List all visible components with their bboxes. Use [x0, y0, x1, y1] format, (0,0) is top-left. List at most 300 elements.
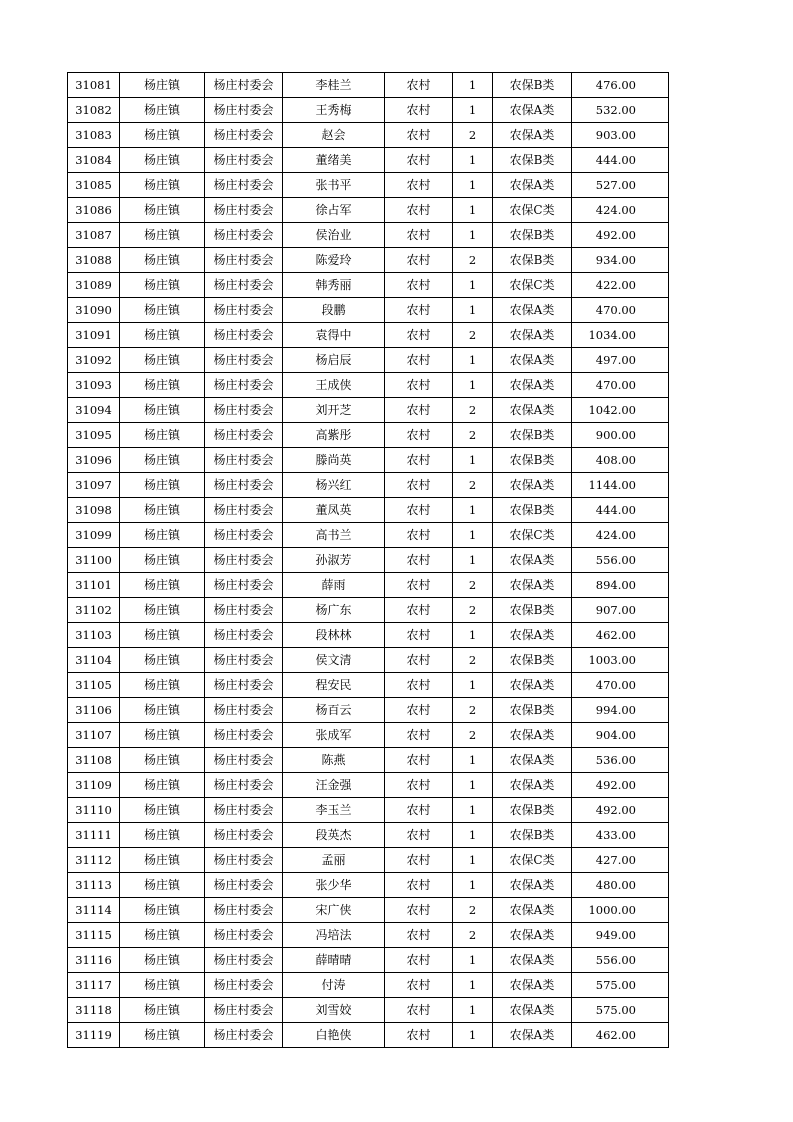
- town-cell: 杨庄镇: [120, 98, 205, 123]
- count-cell: 1: [453, 973, 493, 998]
- village-cell: 杨庄村委会: [205, 398, 283, 423]
- category-cell: 农保A类: [493, 298, 572, 323]
- table-row: [68, 573, 669, 598]
- count-cell: 1: [453, 823, 493, 848]
- village-cell: 杨庄村委会: [205, 448, 283, 473]
- village-cell: 杨庄村委会: [205, 698, 283, 723]
- village-cell: 杨庄村委会: [205, 248, 283, 273]
- count-cell: 1: [453, 273, 493, 298]
- name-cell: 侯文清: [283, 648, 385, 673]
- town-cell: 杨庄镇: [120, 198, 205, 223]
- count-cell: 1: [453, 148, 493, 173]
- town-cell: 杨庄镇: [120, 423, 205, 448]
- serial-cell: 31105: [68, 673, 120, 698]
- town-cell: 杨庄镇: [120, 223, 205, 248]
- area-cell: 农村: [385, 348, 453, 373]
- serial-cell: 31118: [68, 998, 120, 1023]
- name-cell: 宋广侠: [283, 898, 385, 923]
- serial-cell: 31114: [68, 898, 120, 923]
- category-cell: 农保B类: [493, 73, 572, 98]
- area-cell: 农村: [385, 598, 453, 623]
- area-cell: 农村: [385, 73, 453, 98]
- count-cell: 1: [453, 798, 493, 823]
- name-cell: 袁得中: [283, 323, 385, 348]
- area-cell: 农村: [385, 323, 453, 348]
- amount-cell: 900.00: [572, 423, 669, 448]
- table-row: [68, 973, 669, 998]
- table-row: [68, 848, 669, 873]
- amount-cell: 527.00: [572, 173, 669, 198]
- serial-cell: 31087: [68, 223, 120, 248]
- amount-cell: 497.00: [572, 348, 669, 373]
- count-cell: 1: [453, 498, 493, 523]
- amount-cell: 492.00: [572, 798, 669, 823]
- town-cell: 杨庄镇: [120, 873, 205, 898]
- town-cell: 杨庄镇: [120, 998, 205, 1023]
- count-cell: 1: [453, 523, 493, 548]
- town-cell: 杨庄镇: [120, 598, 205, 623]
- serial-cell: 31109: [68, 773, 120, 798]
- town-cell: 杨庄镇: [120, 348, 205, 373]
- table-row: [68, 673, 669, 698]
- category-cell: 农保B类: [493, 423, 572, 448]
- town-cell: 杨庄镇: [120, 898, 205, 923]
- category-cell: 农保A类: [493, 373, 572, 398]
- amount-cell: 444.00: [572, 498, 669, 523]
- amount-cell: 1034.00: [572, 323, 669, 348]
- area-cell: 农村: [385, 473, 453, 498]
- village-cell: 杨庄村委会: [205, 873, 283, 898]
- category-cell: 农保A类: [493, 623, 572, 648]
- area-cell: 农村: [385, 698, 453, 723]
- village-cell: 杨庄村委会: [205, 573, 283, 598]
- village-cell: 杨庄村委会: [205, 948, 283, 973]
- town-cell: 杨庄镇: [120, 798, 205, 823]
- category-cell: 农保C类: [493, 198, 572, 223]
- town-cell: 杨庄镇: [120, 323, 205, 348]
- category-cell: 农保B类: [493, 448, 572, 473]
- count-cell: 2: [453, 648, 493, 673]
- serial-cell: 31096: [68, 448, 120, 473]
- serial-cell: 31089: [68, 273, 120, 298]
- serial-cell: 31085: [68, 173, 120, 198]
- amount-cell: 903.00: [572, 123, 669, 148]
- table-row: [68, 798, 669, 823]
- table-row: [68, 873, 669, 898]
- table-row: [68, 473, 669, 498]
- count-cell: 2: [453, 423, 493, 448]
- area-cell: 农村: [385, 198, 453, 223]
- count-cell: 1: [453, 848, 493, 873]
- count-cell: 1: [453, 548, 493, 573]
- amount-cell: 470.00: [572, 373, 669, 398]
- category-cell: 农保A类: [493, 923, 572, 948]
- table-row: [68, 348, 669, 373]
- area-cell: 农村: [385, 173, 453, 198]
- table-row: [68, 948, 669, 973]
- village-cell: 杨庄村委会: [205, 898, 283, 923]
- amount-cell: 575.00: [572, 998, 669, 1023]
- name-cell: 董绪美: [283, 148, 385, 173]
- table-row: [68, 598, 669, 623]
- serial-cell: 31102: [68, 598, 120, 623]
- category-cell: 农保B类: [493, 598, 572, 623]
- area-cell: 农村: [385, 1023, 453, 1048]
- name-cell: 韩秀丽: [283, 273, 385, 298]
- serial-cell: 31095: [68, 423, 120, 448]
- count-cell: 1: [453, 223, 493, 248]
- count-cell: 2: [453, 573, 493, 598]
- area-cell: 农村: [385, 423, 453, 448]
- amount-cell: 462.00: [572, 623, 669, 648]
- village-cell: 杨庄村委会: [205, 648, 283, 673]
- count-cell: 2: [453, 123, 493, 148]
- amount-cell: 424.00: [572, 198, 669, 223]
- serial-cell: 31112: [68, 848, 120, 873]
- table-row: [68, 523, 669, 548]
- amount-cell: 427.00: [572, 848, 669, 873]
- town-cell: 杨庄镇: [120, 523, 205, 548]
- town-cell: 杨庄镇: [120, 673, 205, 698]
- amount-cell: 934.00: [572, 248, 669, 273]
- serial-cell: 31104: [68, 648, 120, 673]
- amount-cell: 444.00: [572, 148, 669, 173]
- table-row: [68, 73, 669, 98]
- category-cell: 农保B类: [493, 698, 572, 723]
- name-cell: 董凤英: [283, 498, 385, 523]
- village-cell: 杨庄村委会: [205, 148, 283, 173]
- count-cell: 1: [453, 173, 493, 198]
- serial-cell: 31115: [68, 923, 120, 948]
- serial-cell: 31107: [68, 723, 120, 748]
- serial-cell: 31103: [68, 623, 120, 648]
- village-cell: 杨庄村委会: [205, 198, 283, 223]
- serial-cell: 31111: [68, 823, 120, 848]
- area-cell: 农村: [385, 898, 453, 923]
- name-cell: 陈爱玲: [283, 248, 385, 273]
- village-cell: 杨庄村委会: [205, 98, 283, 123]
- area-cell: 农村: [385, 998, 453, 1023]
- serial-cell: 31093: [68, 373, 120, 398]
- count-cell: 1: [453, 373, 493, 398]
- serial-cell: 31108: [68, 748, 120, 773]
- area-cell: 农村: [385, 948, 453, 973]
- area-cell: 农村: [385, 273, 453, 298]
- town-cell: 杨庄镇: [120, 948, 205, 973]
- town-cell: 杨庄镇: [120, 573, 205, 598]
- count-cell: 2: [453, 473, 493, 498]
- category-cell: 农保A类: [493, 673, 572, 698]
- village-cell: 杨庄村委会: [205, 323, 283, 348]
- amount-cell: 904.00: [572, 723, 669, 748]
- town-cell: 杨庄镇: [120, 923, 205, 948]
- village-cell: 杨庄村委会: [205, 923, 283, 948]
- amount-cell: 1003.00: [572, 648, 669, 673]
- count-cell: 2: [453, 923, 493, 948]
- village-cell: 杨庄村委会: [205, 1023, 283, 1048]
- name-cell: 高紫彤: [283, 423, 385, 448]
- name-cell: 高书兰: [283, 523, 385, 548]
- table-row: [68, 323, 669, 348]
- village-cell: 杨庄村委会: [205, 498, 283, 523]
- town-cell: 杨庄镇: [120, 623, 205, 648]
- area-cell: 农村: [385, 623, 453, 648]
- amount-cell: 476.00: [572, 73, 669, 98]
- category-cell: 农保A类: [493, 473, 572, 498]
- serial-cell: 31097: [68, 473, 120, 498]
- serial-cell: 31106: [68, 698, 120, 723]
- count-cell: 2: [453, 898, 493, 923]
- count-cell: 2: [453, 248, 493, 273]
- table-row: [68, 723, 669, 748]
- town-cell: 杨庄镇: [120, 698, 205, 723]
- table-row: [68, 498, 669, 523]
- category-cell: 农保A类: [493, 723, 572, 748]
- table-row: [68, 823, 669, 848]
- category-cell: 农保C类: [493, 273, 572, 298]
- serial-cell: 31083: [68, 123, 120, 148]
- village-cell: 杨庄村委会: [205, 973, 283, 998]
- amount-cell: 480.00: [572, 873, 669, 898]
- amount-cell: 994.00: [572, 698, 669, 723]
- count-cell: 1: [453, 748, 493, 773]
- table-row: [68, 923, 669, 948]
- name-cell: 杨百云: [283, 698, 385, 723]
- village-cell: 杨庄村委会: [205, 423, 283, 448]
- town-cell: 杨庄镇: [120, 848, 205, 873]
- area-cell: 农村: [385, 123, 453, 148]
- village-cell: 杨庄村委会: [205, 673, 283, 698]
- name-cell: 侯治业: [283, 223, 385, 248]
- name-cell: 付涛: [283, 973, 385, 998]
- serial-cell: 31100: [68, 548, 120, 573]
- category-cell: 农保B类: [493, 148, 572, 173]
- town-cell: 杨庄镇: [120, 298, 205, 323]
- village-cell: 杨庄村委会: [205, 523, 283, 548]
- table-row: [68, 98, 669, 123]
- category-cell: 农保A类: [493, 998, 572, 1023]
- town-cell: 杨庄镇: [120, 248, 205, 273]
- count-cell: 1: [453, 773, 493, 798]
- village-cell: 杨庄村委会: [205, 723, 283, 748]
- name-cell: 赵会: [283, 123, 385, 148]
- serial-cell: 31117: [68, 973, 120, 998]
- town-cell: 杨庄镇: [120, 123, 205, 148]
- category-cell: 农保A类: [493, 1023, 572, 1048]
- name-cell: 孙淑芳: [283, 548, 385, 573]
- area-cell: 农村: [385, 573, 453, 598]
- amount-cell: 408.00: [572, 448, 669, 473]
- town-cell: 杨庄镇: [120, 273, 205, 298]
- serial-cell: 31092: [68, 348, 120, 373]
- town-cell: 杨庄镇: [120, 373, 205, 398]
- town-cell: 杨庄镇: [120, 173, 205, 198]
- area-cell: 农村: [385, 773, 453, 798]
- town-cell: 杨庄镇: [120, 973, 205, 998]
- name-cell: 段英杰: [283, 823, 385, 848]
- count-cell: 2: [453, 398, 493, 423]
- amount-cell: 470.00: [572, 673, 669, 698]
- data-table: [67, 72, 669, 1048]
- count-cell: 1: [453, 673, 493, 698]
- name-cell: 刘雪姣: [283, 998, 385, 1023]
- name-cell: 李玉兰: [283, 798, 385, 823]
- table-row: [68, 298, 669, 323]
- table-row: [68, 773, 669, 798]
- name-cell: 王成侠: [283, 373, 385, 398]
- category-cell: 农保B类: [493, 223, 572, 248]
- table-row: [68, 448, 669, 473]
- village-cell: 杨庄村委会: [205, 123, 283, 148]
- table-row: [68, 173, 669, 198]
- category-cell: 农保A类: [493, 173, 572, 198]
- area-cell: 农村: [385, 148, 453, 173]
- town-cell: 杨庄镇: [120, 473, 205, 498]
- serial-cell: 31110: [68, 798, 120, 823]
- name-cell: 张少华: [283, 873, 385, 898]
- table-row: [68, 648, 669, 673]
- town-cell: 杨庄镇: [120, 1023, 205, 1048]
- count-cell: 1: [453, 1023, 493, 1048]
- table-body: [68, 73, 669, 1048]
- serial-cell: 31099: [68, 523, 120, 548]
- count-cell: 1: [453, 298, 493, 323]
- name-cell: 孟丽: [283, 848, 385, 873]
- amount-cell: 470.00: [572, 298, 669, 323]
- amount-cell: 433.00: [572, 823, 669, 848]
- table-row: [68, 623, 669, 648]
- village-cell: 杨庄村委会: [205, 773, 283, 798]
- area-cell: 农村: [385, 448, 453, 473]
- area-cell: 农村: [385, 373, 453, 398]
- name-cell: 白艳侠: [283, 1023, 385, 1048]
- amount-cell: 575.00: [572, 973, 669, 998]
- name-cell: 滕尚英: [283, 448, 385, 473]
- area-cell: 农村: [385, 398, 453, 423]
- category-cell: 农保C类: [493, 848, 572, 873]
- area-cell: 农村: [385, 873, 453, 898]
- area-cell: 农村: [385, 648, 453, 673]
- serial-cell: 31086: [68, 198, 120, 223]
- table-row: [68, 398, 669, 423]
- amount-cell: 894.00: [572, 573, 669, 598]
- count-cell: 1: [453, 198, 493, 223]
- village-cell: 杨庄村委会: [205, 298, 283, 323]
- town-cell: 杨庄镇: [120, 73, 205, 98]
- area-cell: 农村: [385, 98, 453, 123]
- name-cell: 陈燕: [283, 748, 385, 773]
- count-cell: 1: [453, 948, 493, 973]
- count-cell: 1: [453, 448, 493, 473]
- count-cell: 1: [453, 998, 493, 1023]
- count-cell: 1: [453, 73, 493, 98]
- town-cell: 杨庄镇: [120, 448, 205, 473]
- table-row: [68, 898, 669, 923]
- town-cell: 杨庄镇: [120, 548, 205, 573]
- category-cell: 农保B类: [493, 823, 572, 848]
- amount-cell: 556.00: [572, 948, 669, 973]
- table-row: [68, 248, 669, 273]
- amount-cell: 424.00: [572, 523, 669, 548]
- town-cell: 杨庄镇: [120, 148, 205, 173]
- count-cell: 1: [453, 98, 493, 123]
- category-cell: 农保A类: [493, 398, 572, 423]
- amount-cell: 1000.00: [572, 898, 669, 923]
- area-cell: 农村: [385, 748, 453, 773]
- area-cell: 农村: [385, 973, 453, 998]
- village-cell: 杨庄村委会: [205, 273, 283, 298]
- category-cell: 农保B类: [493, 648, 572, 673]
- category-cell: 农保A类: [493, 748, 572, 773]
- village-cell: 杨庄村委会: [205, 798, 283, 823]
- serial-cell: 31113: [68, 873, 120, 898]
- village-cell: 杨庄村委会: [205, 823, 283, 848]
- town-cell: 杨庄镇: [120, 498, 205, 523]
- category-cell: 农保B类: [493, 248, 572, 273]
- village-cell: 杨庄村委会: [205, 373, 283, 398]
- table-row: [68, 223, 669, 248]
- category-cell: 农保A类: [493, 323, 572, 348]
- category-cell: 农保A类: [493, 348, 572, 373]
- table-row: [68, 698, 669, 723]
- table-row: [68, 273, 669, 298]
- category-cell: 农保B类: [493, 498, 572, 523]
- serial-cell: 31082: [68, 98, 120, 123]
- village-cell: 杨庄村委会: [205, 998, 283, 1023]
- area-cell: 农村: [385, 673, 453, 698]
- serial-cell: 31084: [68, 148, 120, 173]
- table-row: [68, 148, 669, 173]
- village-cell: 杨庄村委会: [205, 223, 283, 248]
- name-cell: 薛晴晴: [283, 948, 385, 973]
- serial-cell: 31098: [68, 498, 120, 523]
- category-cell: 农保A类: [493, 98, 572, 123]
- area-cell: 农村: [385, 548, 453, 573]
- count-cell: 1: [453, 348, 493, 373]
- serial-cell: 31081: [68, 73, 120, 98]
- amount-cell: 1042.00: [572, 398, 669, 423]
- area-cell: 农村: [385, 798, 453, 823]
- serial-cell: 31116: [68, 948, 120, 973]
- town-cell: 杨庄镇: [120, 773, 205, 798]
- name-cell: 杨兴红: [283, 473, 385, 498]
- name-cell: 杨广东: [283, 598, 385, 623]
- name-cell: 段鹏: [283, 298, 385, 323]
- village-cell: 杨庄村委会: [205, 473, 283, 498]
- amount-cell: 532.00: [572, 98, 669, 123]
- name-cell: 汪金强: [283, 773, 385, 798]
- area-cell: 农村: [385, 848, 453, 873]
- name-cell: 杨启辰: [283, 348, 385, 373]
- area-cell: 农村: [385, 823, 453, 848]
- amount-cell: 1144.00: [572, 473, 669, 498]
- amount-cell: 492.00: [572, 773, 669, 798]
- table-row: [68, 548, 669, 573]
- serial-cell: 31091: [68, 323, 120, 348]
- town-cell: 杨庄镇: [120, 648, 205, 673]
- table-row: [68, 998, 669, 1023]
- category-cell: 农保A类: [493, 773, 572, 798]
- name-cell: 徐占军: [283, 198, 385, 223]
- table-row: [68, 373, 669, 398]
- category-cell: 农保A类: [493, 548, 572, 573]
- area-cell: 农村: [385, 223, 453, 248]
- count-cell: 2: [453, 323, 493, 348]
- table-row: [68, 1023, 669, 1048]
- name-cell: 段林林: [283, 623, 385, 648]
- village-cell: 杨庄村委会: [205, 623, 283, 648]
- table-row: [68, 198, 669, 223]
